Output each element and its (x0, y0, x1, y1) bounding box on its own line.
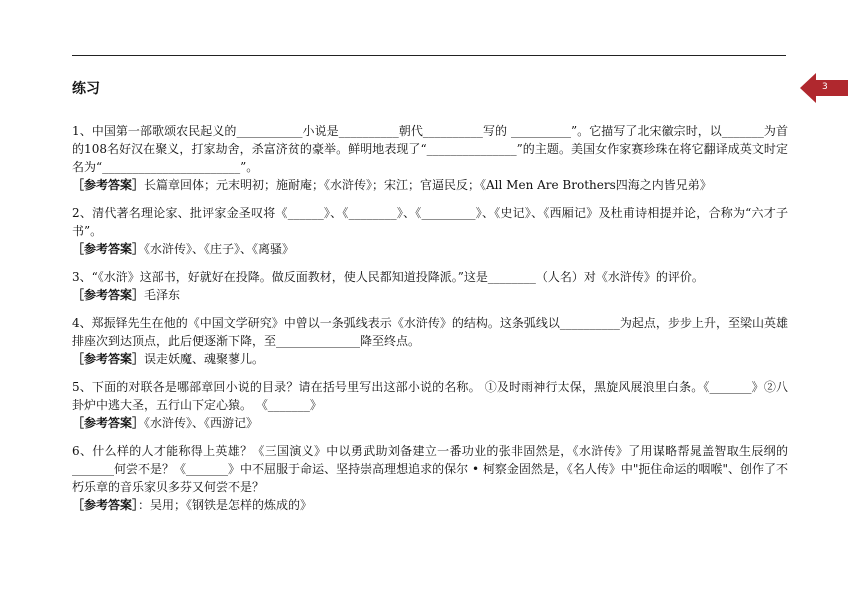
section-title: 练习 (72, 81, 100, 97)
question-4: 4、郑振铎先生在他的《中国文学研究》中曾以一条弧线表示《水浒传》的结构。这条弧线以__________为起点，步步上升，至梁山英雄排座次到达顶点，此后便逐渐下降，至______________降至终点。 (72, 316, 788, 348)
answer-label: ［参考答案］ (72, 242, 145, 256)
exercise-list (72, 122, 788, 514)
answer-3 (72, 286, 788, 304)
answer-4 (72, 350, 788, 368)
question-6: 6、什么样的人才能称得上英雄？《三国演义》中以勇武助刘备建立一番功业的张非固然是，《水浒传》了用谋略帮晁盖智取生辰纲的_______何尝不是？《_______》中不屈服于命运、坚持崇高理想追求的保尔 • 柯察金固然是，《名人传》中"扼住命运的咽喉"、创作了不朽乐章的音乐家贝多芬又何尝不是？ (72, 444, 788, 494)
answer-label: ［参考答案］ (72, 178, 145, 192)
answer-label: ［参考答案］ (72, 498, 139, 512)
question-1: 1、中国第一部歌颂农民起义的___________小说是__________朝代__________写的 __________”。它描写了北宋徽宗时，以_______为首的108名好汉在聚义，打家劫舍，杀富济贫的豪举。鲜明地表现了“_______________”的主题。美国女作家赛珍珠在将它翻译成英文时定名为“_______________________”。 (72, 124, 788, 174)
answer-label: ［参考答案］ (72, 416, 145, 430)
answer-text: 毛泽东 (144, 288, 181, 302)
question-3: 3、“《水浒》这部书，好就好在投降。做反面教材，使人民都知道投降派。”这是________（人名）对《水浒传》的评价。 (72, 270, 704, 284)
answer-label: ［参考答案］ (72, 352, 145, 366)
answer-text: ：吴用；《钢铁是怎样的炼成的》 (138, 498, 313, 512)
page-number: 3 (822, 82, 828, 92)
answer-1 (72, 176, 788, 194)
answer-6 (72, 496, 788, 514)
answer-text: 长篇章回体；元末明初；施耐庵；《水浒传》；宋江；官逼民反；《All Men Are Brothers四海之内皆兄弟》 (144, 178, 712, 192)
answer-2 (72, 240, 788, 258)
answer-label: ［参考答案］ (72, 288, 145, 302)
answer-text: 《水浒传》、《庄子》、《离骚》 (144, 242, 295, 256)
header-rule (72, 55, 786, 56)
question-5: 5、下面的对联各是哪部章回小说的目录？请在括号里写出这部小说的名称。 ①及时雨神行太保，黑旋风展浪里白条。《_______》②八卦炉中逃大圣，五行山下定心猿。 《_______》 (72, 380, 788, 412)
answer-text: 《水浒传》、《西游记》 (144, 416, 259, 430)
answer-text: 误走妖魔、魂聚蓼儿。 (144, 352, 265, 366)
answer-5 (72, 414, 788, 432)
question-2: 2、清代著名理论家、批评家金圣叹将《______》、《________》、《_________》、《史记》、《西厢记》及杜甫诗相提并论，合称为“六才子书”。 (72, 206, 788, 238)
